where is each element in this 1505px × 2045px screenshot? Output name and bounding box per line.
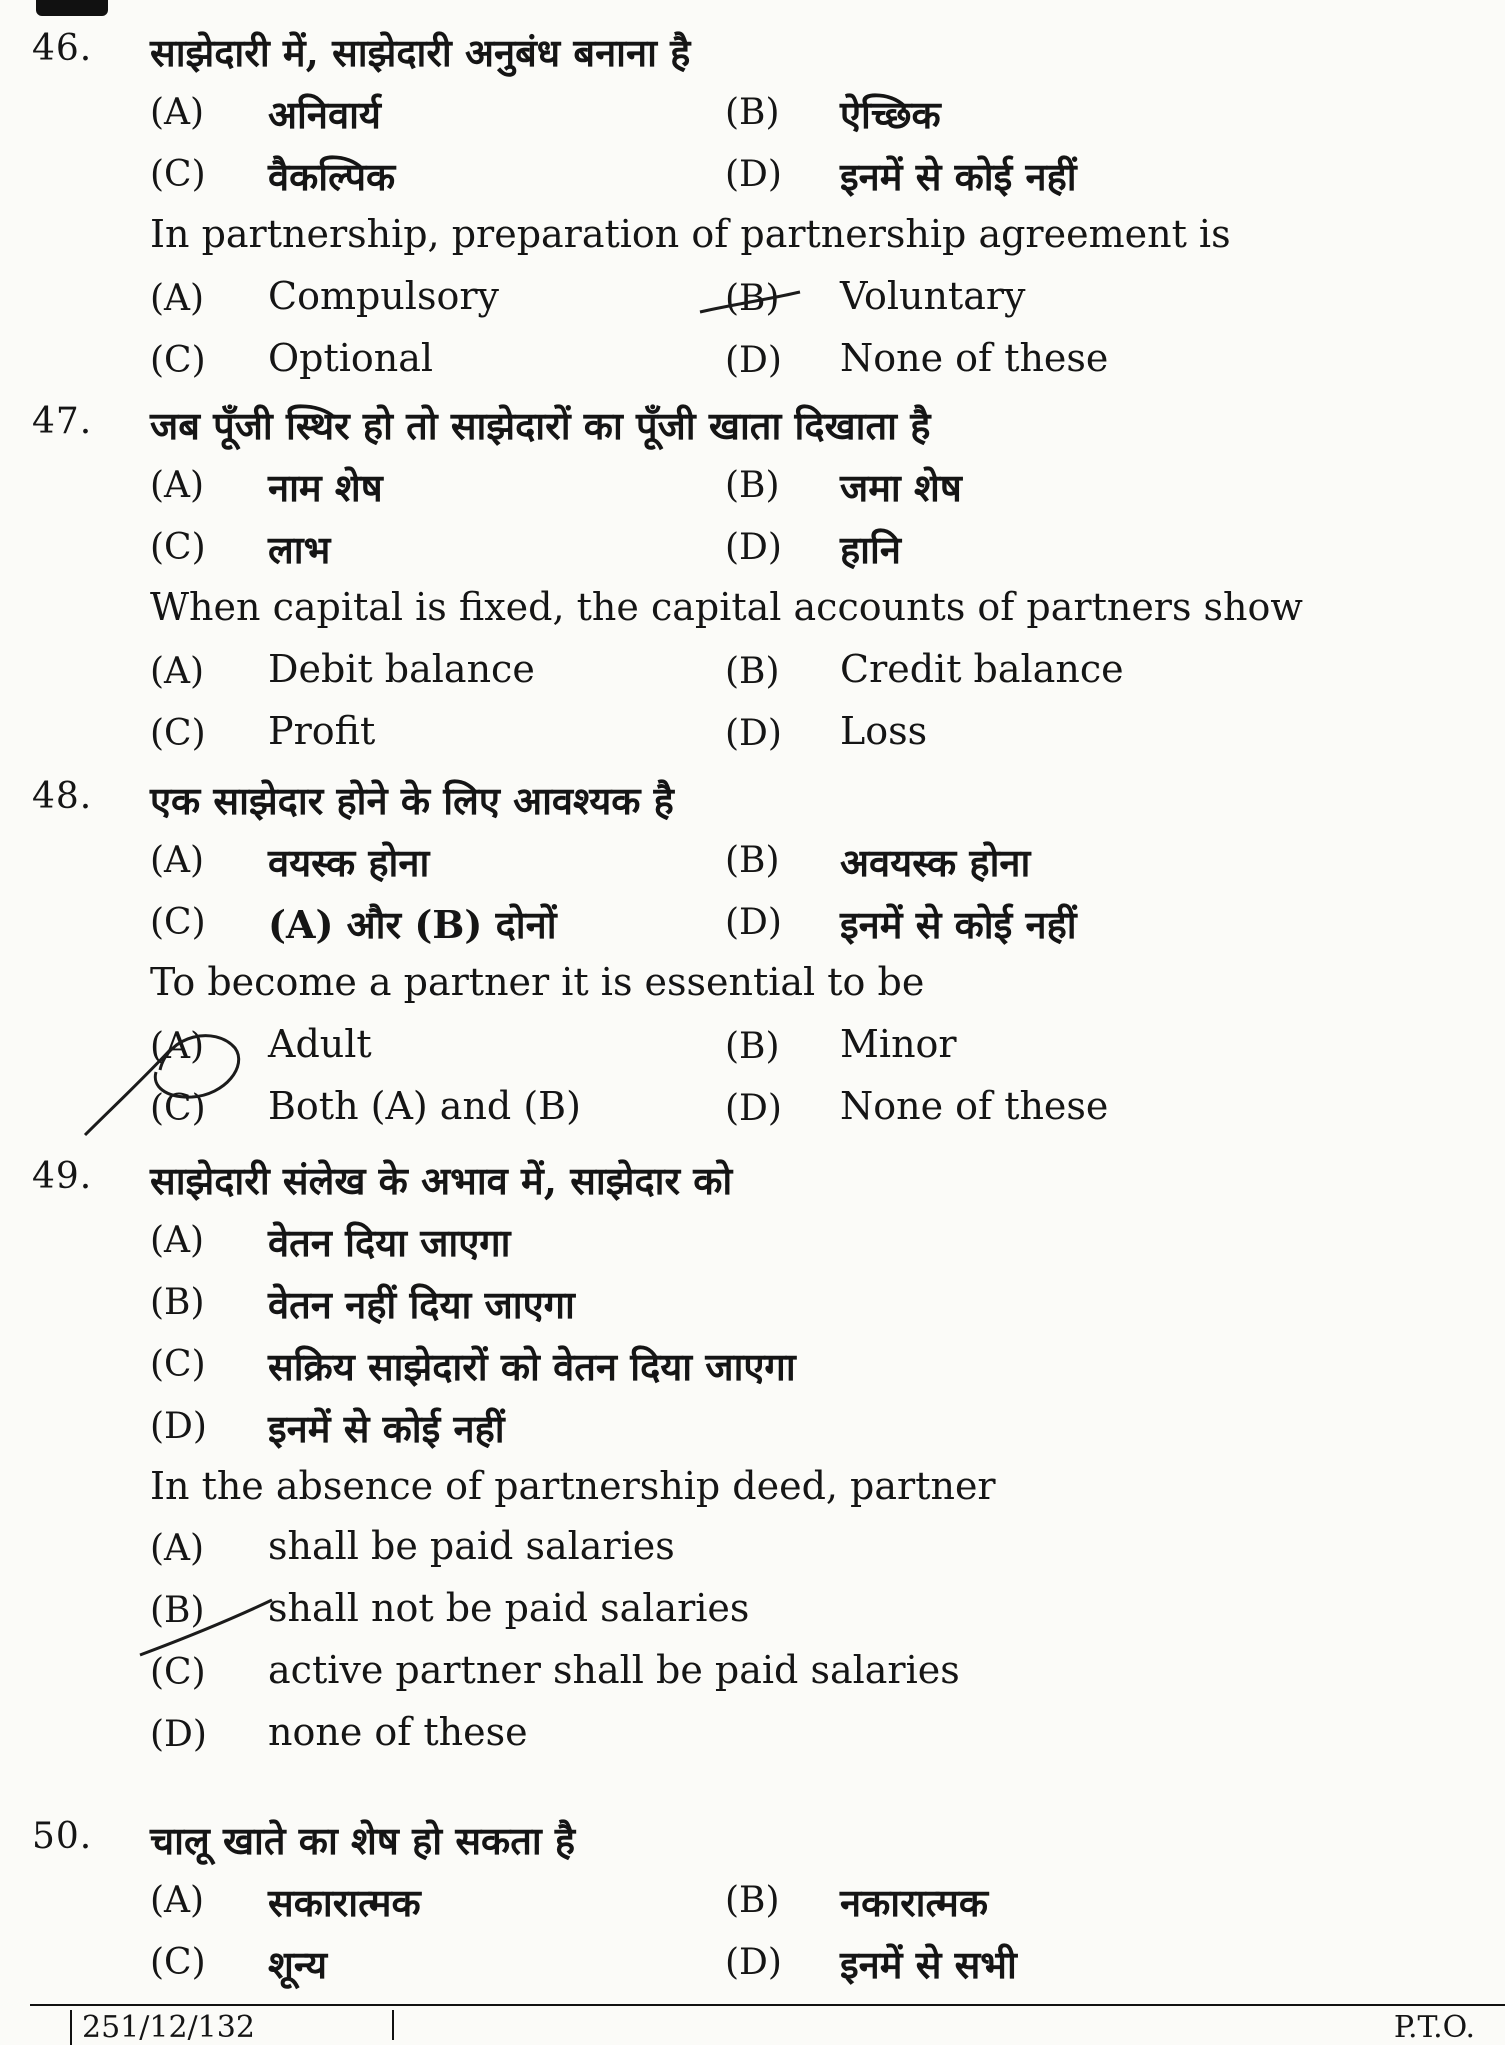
option-key: (A) (150, 1220, 205, 1261)
option-key: (D) (725, 713, 782, 754)
option-key: (C) (150, 340, 206, 381)
option-text-english: None of these (840, 336, 1109, 380)
option-text-english: shall not be paid salaries (268, 1586, 750, 1630)
option-key: (B) (725, 1880, 780, 1921)
option-text-english: Profit (268, 709, 376, 753)
option-key: (A) (150, 1026, 205, 1067)
paper-code: 251/12/132 (70, 2010, 255, 2045)
option-key: (C) (150, 1088, 206, 1129)
option-key: (C) (150, 1942, 206, 1983)
option-key: (D) (150, 1714, 207, 1755)
option-text-english: Compulsory (268, 274, 499, 318)
question-number: 48. (32, 776, 93, 817)
option-key: (A) (150, 278, 205, 319)
option-key: (B) (725, 92, 780, 133)
page-footer (30, 2004, 1505, 2045)
option-text-hindi: इनमें से कोई नहीं (268, 1406, 505, 1451)
question-number: 49. (32, 1156, 93, 1197)
question-46 (0, 22, 1505, 394)
question-stem-hindi: एक साझेदार होने के लिए आवश्यक है (150, 778, 674, 823)
question-stem-english: To become a partner it is essential to be (150, 960, 925, 1004)
option-key: (A) (150, 465, 205, 506)
option-key: (A) (150, 651, 205, 692)
option-text-hindi: अवयस्क होना (840, 840, 1031, 885)
option-text-english: Credit balance (840, 647, 1124, 691)
option-text-hindi: नाम शेष (268, 465, 383, 510)
option-key: (B) (725, 278, 780, 319)
question-stem-english: When capital is fixed, the capital accounts of partners show (150, 585, 1303, 629)
question-48 (0, 770, 1505, 1142)
option-text-hindi: वेतन दिया जाएगा (268, 1220, 511, 1265)
option-text-english: Minor (840, 1022, 957, 1066)
option-key: (D) (150, 1406, 207, 1447)
option-key: (C) (150, 154, 206, 195)
question-stem-hindi: साझेदारी में, साझेदारी अनुबंध बनाना है (150, 30, 691, 75)
question-stem-hindi: चालू खाते का शेष हो सकता है (150, 1818, 576, 1863)
question-number: 47. (32, 401, 93, 442)
option-key: (B) (150, 1590, 205, 1631)
option-key: (D) (725, 340, 782, 381)
option-key: (B) (725, 651, 780, 692)
option-key: (B) (725, 465, 780, 506)
option-key: (C) (150, 713, 206, 754)
option-text-hindi: सकारात्मक (268, 1880, 421, 1925)
option-key: (D) (725, 1942, 782, 1983)
option-key: (B) (725, 840, 780, 881)
question-47 (0, 395, 1505, 767)
option-key: (B) (725, 1026, 780, 1067)
option-text-english: active partner shall be paid salaries (268, 1648, 960, 1692)
option-key: (C) (150, 902, 206, 943)
option-text-hindi: नकारात्मक (840, 1880, 989, 1925)
option-key: (A) (150, 840, 205, 881)
question-stem-hindi: जब पूँजी स्थिर हो तो साझेदारों का पूँजी खाता दिखाता है (150, 403, 931, 448)
option-key: (C) (150, 527, 206, 568)
option-key: (A) (150, 92, 205, 133)
option-text-hindi: इनमें से कोई नहीं (840, 154, 1077, 199)
option-key: (D) (725, 1088, 782, 1129)
option-text-hindi: हानि (840, 527, 901, 572)
option-key: (B) (150, 1282, 205, 1323)
option-text-hindi: जमा शेष (840, 465, 962, 510)
option-text-english: Optional (268, 336, 434, 380)
option-key: (C) (150, 1344, 206, 1385)
option-key: (D) (725, 154, 782, 195)
option-text-english: None of these (840, 1084, 1109, 1128)
option-text-hindi: सक्रिय साझेदारों को वेतन दिया जाएगा (268, 1344, 796, 1389)
option-text-english: shall be paid salaries (268, 1524, 675, 1568)
option-text-hindi: अनिवार्य (268, 92, 381, 137)
option-text-hindi: वयस्क होना (268, 840, 430, 885)
question-number: 50. (32, 1816, 93, 1857)
option-text-english: Debit balance (268, 647, 535, 691)
option-text-english: Loss (840, 709, 928, 753)
option-text-english: Both (A) and (B) (268, 1084, 581, 1128)
option-text-english: Adult (268, 1022, 372, 1066)
option-key: (A) (150, 1528, 205, 1569)
option-text-english: none of these (268, 1710, 528, 1754)
option-text-hindi: वैकल्पिक (268, 154, 396, 199)
question-number: 46. (32, 28, 93, 69)
page-turn-note: P.T.O. (1393, 2010, 1475, 2045)
option-text-hindi: इनमें से कोई नहीं (840, 902, 1077, 947)
option-text-hindi: वेतन नहीं दिया जाएगा (268, 1282, 575, 1327)
option-text-english: Voluntary (840, 274, 1026, 318)
question-stem-hindi: साझेदारी संलेख के अभाव में, साझेदार को (150, 1158, 733, 1203)
option-key: (D) (725, 527, 782, 568)
option-key: (A) (150, 1880, 205, 1921)
question-49 (0, 1150, 1505, 1768)
question-stem-english: In partnership, preparation of partnership agreement is (150, 212, 1231, 256)
option-text-hindi: लाभ (268, 527, 331, 572)
option-text-hindi: शून्य (268, 1942, 328, 1987)
option-text-hindi: इनमें से सभी (840, 1942, 1017, 1987)
question-50 (0, 1810, 1505, 1996)
question-stem-english: In the absence of partnership deed, partner (150, 1464, 996, 1508)
option-text-hindi: ऐच्छिक (840, 92, 941, 137)
option-key: (C) (150, 1652, 206, 1693)
option-text-hindi: (A) और (B) दोनों (268, 902, 557, 947)
option-key: (D) (725, 902, 782, 943)
